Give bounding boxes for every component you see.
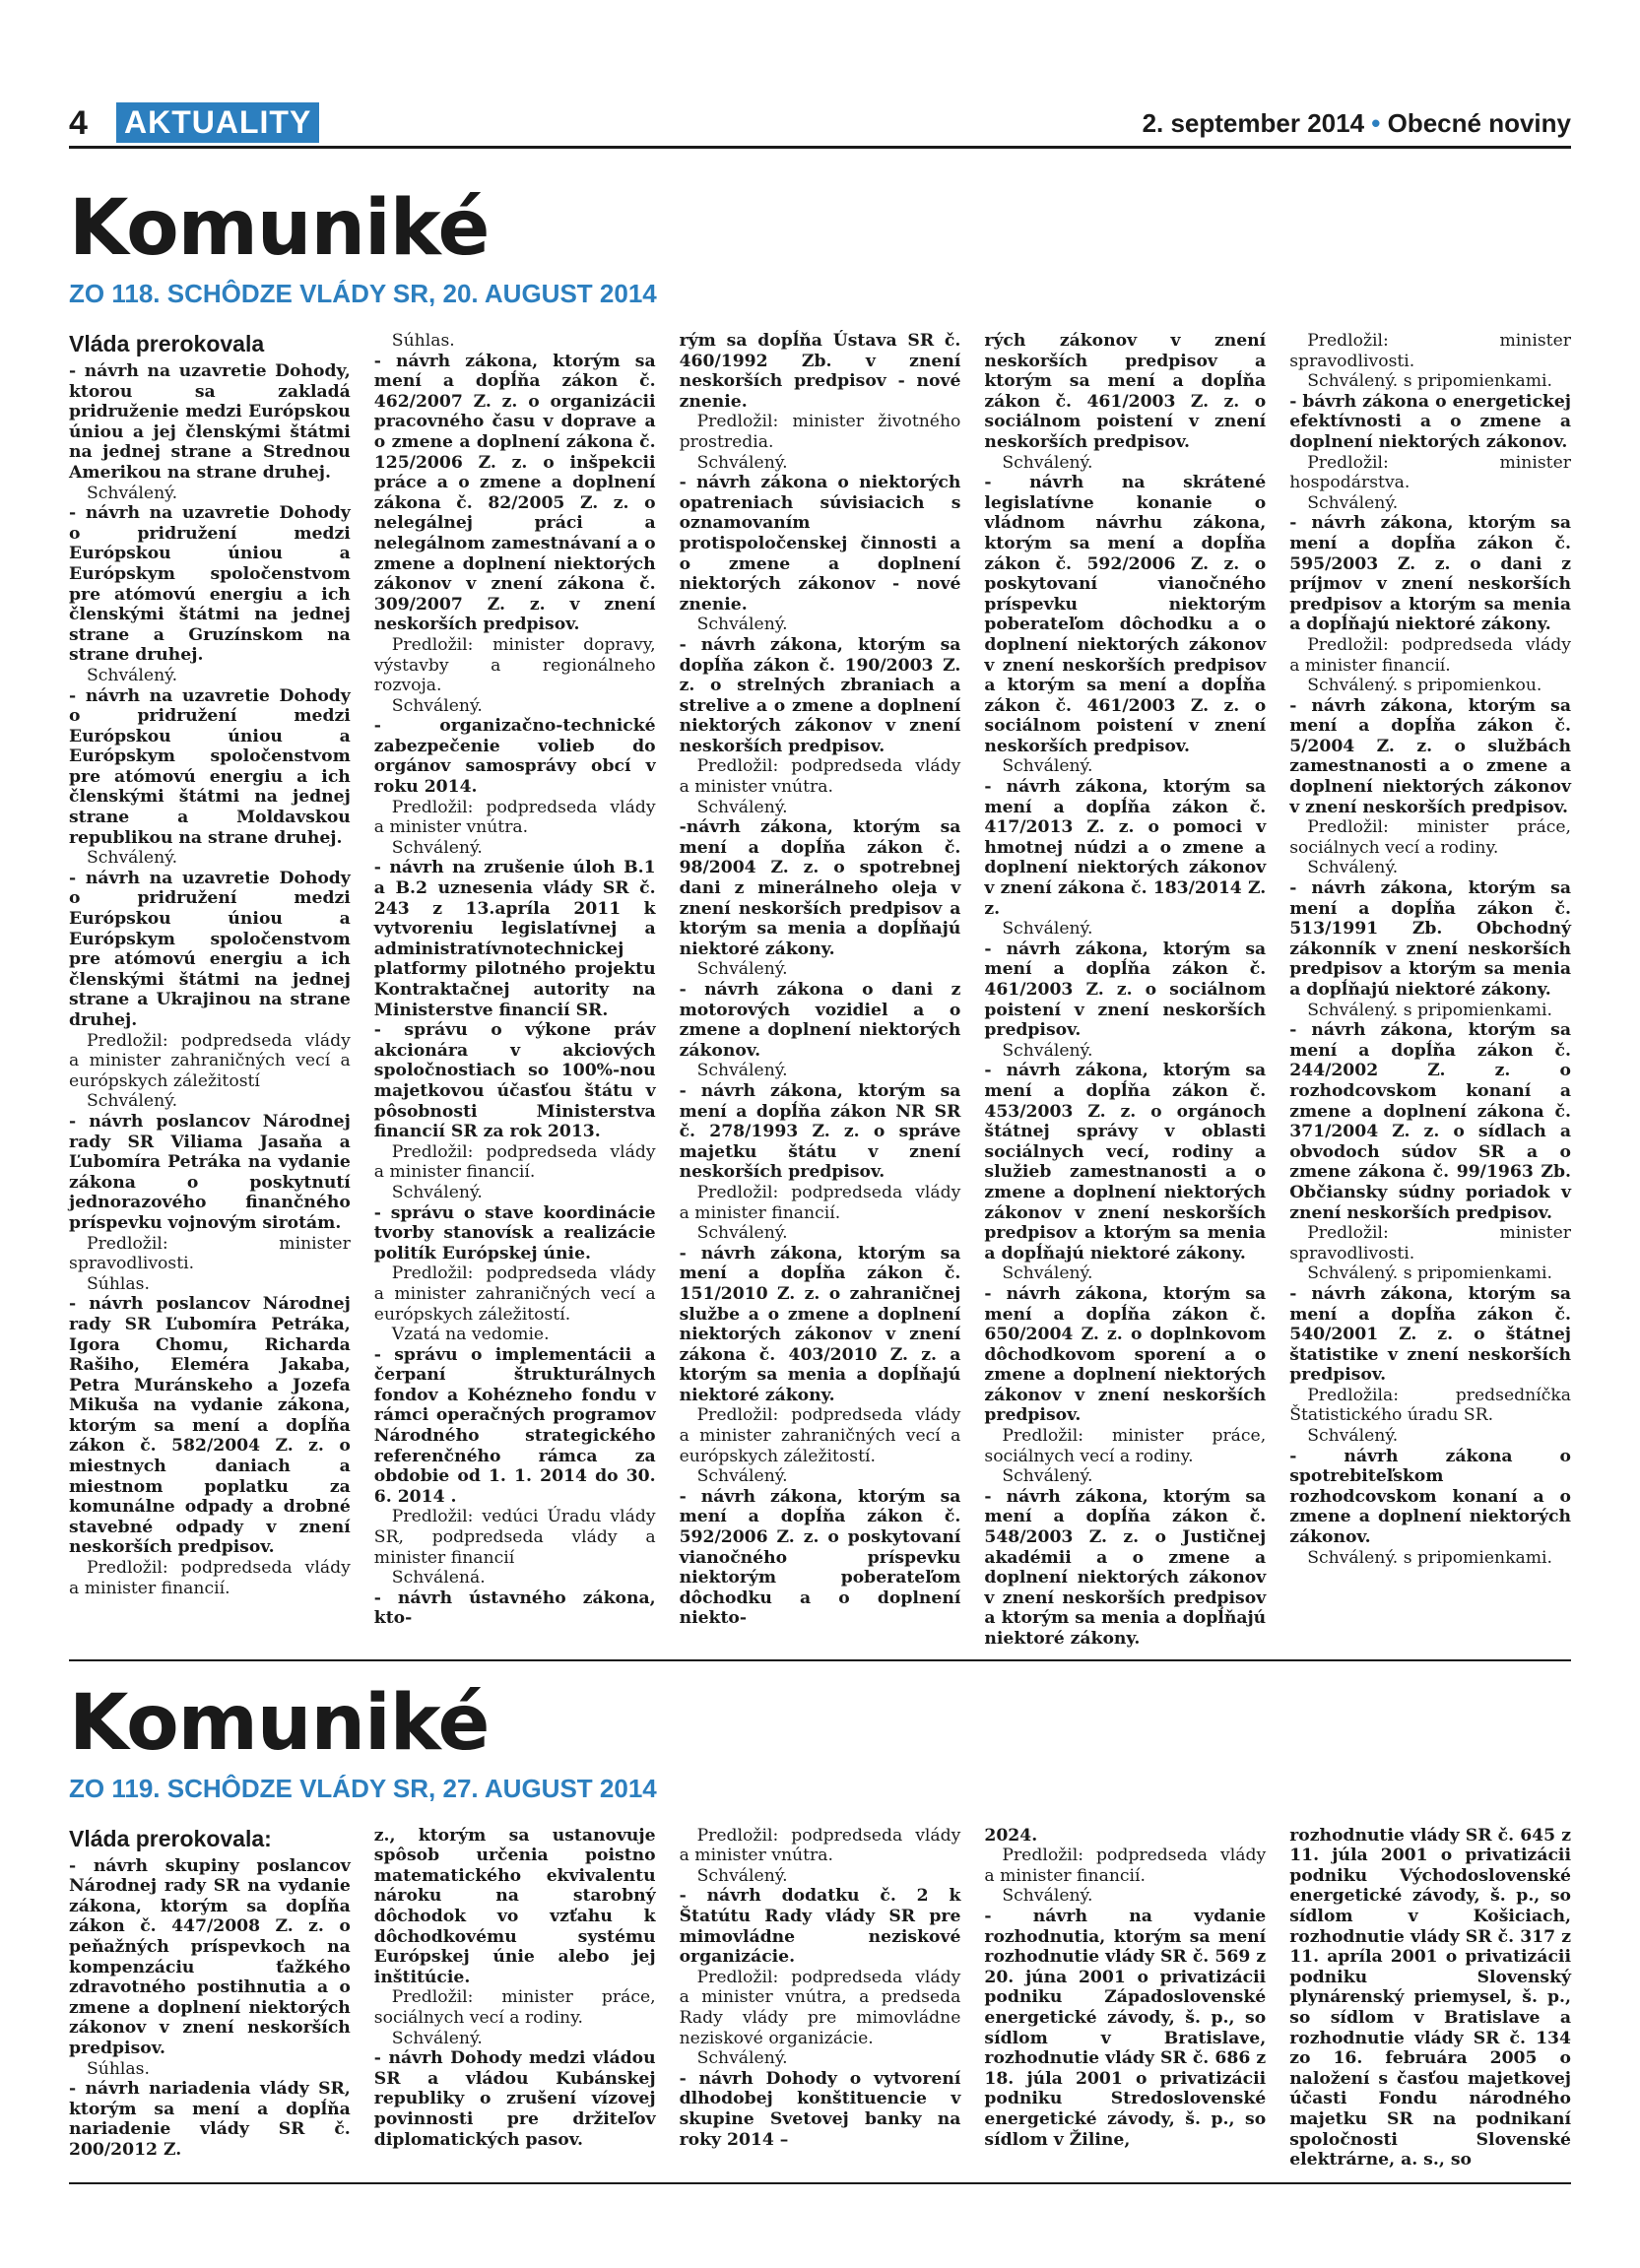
text-column — [680, 331, 961, 1650]
agenda-item: - správu o implementácii a čerpaní štrukturálnych fondov a Kohézneho fondu v rámci operačných programov Národného strategického referenčného rámca za obdobie od 1. 1. 2014 do 30. 6. 2014 . — [373, 1344, 656, 1507]
agenda-item: - návrh zákona, ktorým sa mení a dopĺňa zákon č. 461/2003 Z. z. o sociálnom poistení v znení neskorších predpisov. — [984, 939, 1267, 1041]
issue-date: 2. september 2014 — [1142, 108, 1365, 138]
agenda-note: Schválený. — [1002, 1886, 1093, 1907]
agenda-item: - návrh zákona, ktorým sa mení a dopĺňa zákon č. 650/2004 Z. z. o doplnkovom dôchodkovom sporení a o zmene a doplnení niektorých zákonov v znení neskorších predpisov. — [984, 1283, 1267, 1426]
text-column — [984, 1826, 1266, 2171]
agenda-note: Schválený. — [696, 1865, 788, 1886]
article-columns — [69, 1826, 1571, 2171]
bottom-rule — [69, 2182, 1571, 2184]
agenda-item: - návrh zákona, ktorým sa mení a dopĺňa zákon č. 513/1991 Zb. Obchodný zákonník v znení neskorších predpisov a ktorým sa menia a dopĺňajú niektoré zákony. — [1289, 878, 1571, 1000]
text-column — [1289, 1826, 1571, 2171]
agenda-item: -návrh zákona, ktorým sa mení a dopĺňa zákon č. 98/2004 Z. z. o spotrebnej dani z minerálneho oleja v znení neskorších predpisov a ktorým sa menia a dopĺňajú niektoré zákony. — [679, 817, 961, 959]
article-118 — [69, 184, 1571, 1650]
agenda-note: Schválený. s pripomienkami. — [1307, 371, 1553, 392]
agenda-item: - správu o stave koordinácie tvorby stanovísk a realizácie politík Európskej únie. — [373, 1202, 656, 1264]
agenda-note: Predložil: vedúci Úradu vlády SR, podpredseda vlády a minister financií — [373, 1507, 656, 1568]
agenda-note: Schválený. — [696, 615, 788, 635]
agenda-item: - návrh zákona, ktorým sa dopĺňa zákon č. 190/2003 Z. z. o strelných zbraniach a strelive a o zmene a doplnení niektorých zákonov v znení neskorších predpisov. — [679, 634, 961, 756]
text-column — [69, 1826, 351, 2171]
agenda-note: Schválený. — [1307, 492, 1399, 513]
dateline — [1143, 108, 1571, 139]
agenda-note: Schválený. — [696, 1223, 788, 1244]
agenda-item: - návrh Dohody o vytvorení dlhodobej konštituencie v skupine Svetovej banky na roky 2014 – — [679, 2068, 961, 2150]
agenda-note: Schválený. s pripomienkami. — [1307, 1547, 1553, 1568]
agenda-item: - návrh na zrušenie úloh B.1 a B.2 uznesenia vlády SR č. 243 z 13.apríla 2011 k vytvoreniu legislatívnej a administratívnotechnickej platformy pilotného projektu Kontraktačnej autority na Ministerstve financií SR. — [373, 858, 656, 1020]
agenda-item: - návrh zákona o dani z motorových vozidiel a o zmene a doplnení niektorých zákonov. — [679, 980, 961, 1061]
agenda-item: - návrh zákona, ktorým sa mení a dopĺňa zákon č. 540/2001 Z. z. o štátnej štatistike v znení neskorších predpisov. — [1289, 1283, 1571, 1386]
agenda-note: Predložil: podpredseda vlády a minister financií. — [373, 1141, 656, 1183]
agenda-item: - návrh zákona, ktorým sa mení a dopĺňa zákon č. 462/2007 Z. z. o organizácii pracovného času v doprave a o zmene a doplnení zákona č. 125/2006 Z. z. o inšpekcii práce a o zmene a doplnení zákona č. 82/2005 Z. z. o nelegálnej práci a nelegálnom zamestnávaní a o zmene a doplnení niektorých zákonov v znení zákona č. 309/2007 Z. z. v znení neskorších predpisov. — [373, 351, 656, 635]
agenda-item: - návrh zákona, ktorým sa mení a dopĺňa zákon č. 5/2004 Z. z. o službách zamestnanosti a o zmene a doplnení niektorých zákonov v znení neskorších predpisov. — [1289, 695, 1571, 817]
agenda-note: Predložil: minister životného prostredia. — [679, 412, 961, 452]
agenda-item: - návrh na uzavretie Dohody o pridružení medzi Európskou úniou a Európskym spoločenstvom pre atómovú energiu a ich členskými štátmi na jednej strane a Moldavskou republikou na strane druhej. — [69, 685, 351, 848]
agenda-item: - bávrh zákona o energetickej efektívnosti a o zmene a doplnení niektorých zákonov. — [1289, 391, 1571, 452]
agenda-note: Schválená. — [391, 1568, 486, 1588]
agenda-item: rých zákonov v znení neskorších predpisov a ktorým sa mení a dopĺňa zákon č. 461/2003 Z. z. o sociálnom poistení v znení neskorších predpisov. — [984, 331, 1267, 452]
agenda-note: Predložil: minister práce, sociálnych vecí a rodiny. — [1289, 817, 1571, 858]
agenda-item: - organizačno-technické zabezpečenie volieb do orgánov samosprávy obcí v roku 2014. — [373, 716, 656, 798]
agenda-note: Predložil: minister práce, sociálnych vecí a rodiny. — [984, 1426, 1267, 1466]
agenda-note: Predložil: podpredseda vlády a minister financií. — [1289, 634, 1571, 676]
agenda-item: - návrh zákona, ktorým sa mení a dopĺňa zákon č. 548/2003 Z. z. o Justičnej akadémii a o zmene a doplnení niektorých zákonov v znení neskorších predpisov a ktorým sa menia a dopĺňajú niektoré zákony. — [984, 1486, 1267, 1649]
agenda-note: Predložil: podpredseda vlády a minister vnútra. — [373, 797, 656, 838]
section-divider — [69, 1659, 1571, 1661]
article-119 — [69, 1679, 1571, 2171]
agenda-note: Schválený. — [696, 959, 788, 980]
agenda-item: - návrh zákona, ktorým sa mení a dopĺňa zákon č. 453/2003 Z. z. o orgánoch štátnej správy v oblasti sociálnych vecí, rodiny a služieb zamestnanosti a o zmene a doplnení niektorých zákonov v znení neskorších predpisov a ktorým sa menia a dopĺňajú niektoré zákony. — [984, 1061, 1267, 1264]
agenda-note: Predložila: predsedníčka Štatistického úradu SR. — [1289, 1385, 1571, 1426]
agenda-note: Schválený. — [391, 2028, 483, 2048]
agenda-item: - návrh na uzavretie Dohody, ktorou sa zakladá pridruženie medzi Európskou úniou a jej členskými štátmi na jednej strane a Strednou Amerikou na strane druhej. — [69, 361, 351, 483]
agenda-note: Schválený. — [391, 837, 483, 858]
agenda-note: Súhlas. — [87, 1273, 150, 1294]
agenda-note: Predložil: minister hospodárstva. — [1289, 452, 1571, 493]
agenda-note: Predložil: podpredseda vlády a minister vnútra. — [679, 1825, 961, 1866]
agenda-note: Schválený. — [1307, 1426, 1399, 1447]
agenda-item: - návrh ústavného zákona, kto- — [373, 1588, 656, 1629]
agenda-note: Predložil: podpredseda vlády a minister zahraničných vecí a európskych záležitostí. — [373, 1264, 656, 1325]
text-column — [374, 331, 656, 1650]
agenda-item: - návrh zákona, ktorým sa mení a dopĺňa zákon č. 417/2013 Z. z. o pomoci v hmotnej núdzi a o zmene a doplnení niektorých zákonov v znení zákona č. 183/2014 Z. z. — [984, 777, 1267, 919]
page-header — [69, 98, 1571, 149]
agenda-item: 2024. — [984, 1825, 1038, 1846]
agenda-item: - návrh na uzavretie Dohody o pridružení medzi Európskou úniou a Európskym spoločenstvom pre atómovú energiu a ich členskými štátmi na jednej strane a Gruzínskom na strane druhej. — [69, 503, 351, 666]
agenda-note: Schválený. — [1002, 1466, 1093, 1487]
agenda-note: Schválený. — [1002, 756, 1093, 777]
article-columns — [69, 331, 1571, 1650]
agenda-item: - návrh poslancov Národnej rady SR Viliama Jasaňa a Ľubomíra Petráka na vydanie zákona o poskytnutí jednorazového finančného príspevku vojnovým sirotám. — [69, 1111, 351, 1233]
agenda-note: Predložil: podpredseda vlády a minister vnútra. — [679, 756, 961, 798]
agenda-item: - návrh zákona, ktorým sa mení a dopĺňa zákon NR SR č. 278/1993 Z. z. o správe majetku štátu v znení neskorších predpisov. — [679, 1080, 961, 1183]
lead-heading: Vláda prerokovala — [69, 331, 265, 356]
agenda-note: Schválený. — [391, 1182, 483, 1202]
agenda-note: Schválený. s pripomienkami. — [1307, 1000, 1553, 1020]
agenda-note: Schválený. — [696, 797, 788, 817]
text-column — [69, 331, 351, 1650]
agenda-item: - návrh poslancov Národnej rady SR Ľubomíra Petráka, Igora Chomu, Richarda Rašiho, Eleméra Jakaba, Petra Muránskeho a Jozefa Mikuša na vydanie zákona, ktorým sa mení a dopĺňa zákon č. 582/2004 Z. z. o miestnych daniach a miestnom poplatku za komunálne odpady a drobné stavebné odpady v znení neskorších predpisov. — [69, 1294, 351, 1558]
agenda-item: - návrh na skrátené legislatívne konanie o vládnom návrhu zákona, ktorým sa mení a dopĺňa zákon č. 592/2006 Z. z. o poskytovaní vianočného príspevku niektorým poberateľom dôchodku a o doplnení niektorých zákonov v znení neskorších predpisov a ktorým sa mení a dopĺňa zákon č. 461/2003 Z. z. o sociálnom poistení v znení neskorších predpisov. — [984, 473, 1267, 756]
agenda-note: Schválený. — [87, 483, 178, 503]
text-column — [680, 1826, 961, 2171]
separator-dot: • — [1371, 108, 1381, 138]
agenda-note: Schválený. — [696, 2048, 788, 2069]
agenda-note: Súhlas. — [87, 2058, 150, 2079]
agenda-item: z., ktorým sa ustanovuje spôsob určenia poistno matematického ekvivalentu nároku na starobný dôchodok vo vzťahu k dôchodkovému systému Európskej únie alebo jej inštitúcie. — [373, 1825, 656, 1987]
lead-heading: Vláda prerokovala: — [69, 1825, 272, 1851]
article-subtitle: ZO 119. SCHÔDZE VLÁDY SR, 27. AUGUST 2014 — [69, 1773, 657, 1803]
agenda-note: Predložil: minister dopravy, výstavby a regionálneho rozvoja. — [373, 634, 656, 696]
article-subtitle: ZO 118. SCHÔDZE VLÁDY SR, 20. AUGUST 2014 — [69, 279, 657, 308]
section-tag: AKTUALITY — [116, 102, 319, 143]
agenda-item: - návrh zákona, ktorým sa mení a dopĺňa zákon č. 592/2006 Z. z. o poskytovaní vianočného príspevku niektorým poberateľom dôchodku a o doplnení niekto- — [679, 1486, 961, 1629]
agenda-note: Predložil: minister spravodlivosti. — [1289, 1223, 1571, 1264]
agenda-note: Predložil: podpredseda vlády a minister financií. — [679, 1182, 961, 1223]
agenda-note: Schválený. — [1002, 1040, 1093, 1061]
agenda-note: Predložil: minister spravodlivosti. — [69, 1233, 351, 1274]
agenda-note: Schválený. — [1002, 452, 1093, 473]
agenda-item: - návrh skupiny poslancov Národnej rady SR na vydanie zákona, ktorým sa dopĺňa zákon č. 447/2008 Z. z. o peňažných príspevkoch na kompenzáciu ťažkého zdravotného postihnutia a o zmene a doplnení niektorých zákonov v znení neskorších predpisov. — [69, 1855, 351, 2058]
agenda-note: Schválený. — [696, 1466, 788, 1487]
agenda-item: - návrh nariadenia vlády SR, ktorým sa mení a dopĺňa nariadenie vlády SR č. 200/2012 Z. — [69, 2079, 351, 2160]
agenda-item: - návrh na uzavretie Dohody o pridružení medzi Európskou úniou a Európskym spoločenstvom pre atómovú energiu a ich členskými štátmi na jednej strane a Ukrajinou na strane druhej. — [69, 868, 351, 1030]
agenda-item: - návrh zákona, ktorým sa mení a dopĺňa zákon č. 595/2003 Z. z. o dani z príjmov v znení neskorších predpisov a ktorým sa menia a dopĺňajú niektoré zákony. — [1289, 513, 1571, 635]
agenda-item: - návrh Dohody medzi vládou SR a vládou Kubánskej republiky o zrušení vízovej povinnosti pre držiteľov diplomatických pasov. — [373, 2048, 656, 2150]
agenda-item: - návrh dodatku č. 2 k Štatútu Rady vlády SR pre mimovládne neziskové organizácie. — [679, 1886, 961, 1968]
agenda-note: Schválený. — [87, 665, 178, 685]
agenda-item: - správu o výkone práv akcionára v akciových spoločnostiach so 100%-nou majetkovou účasťou štátu v pôsobnosti Ministerstva financií SR za rok 2013. — [373, 1020, 656, 1142]
agenda-item: rozhodnutie vlády SR č. 645 z 11. júla 2001 o privatizácii podniku Východoslovenské energetické závody, š. p., so sídlom v Košiciach, rozhodnutie vlády SR č. 317 z 11. apríla 2001 o privatizácii podniku Slovenský plynárenský priemysel, š. p., so sídlom v Bratislave a rozhodnutie vlády SR č. 134 zo 16. februára 2005 o naložení s časťou majetkovej účasti Fondu národného majetku SR na podnikaní spoločnosti Slovenské elektrárne, a. s., so — [1289, 1825, 1571, 2171]
agenda-note: Schválený. s pripomienkami. — [1307, 1264, 1553, 1284]
agenda-item: - návrh zákona, ktorým sa mení a dopĺňa zákon č. 244/2002 Z. z. o rozhodcovskom konaní a zmene a doplnení zákona č. 371/2004 Z. z. o sídlach a obvodoch súdov SR a o zmene zákona č. 99/1963 Zb. Občiansky súdny poriadok v znení neskorších predpisov. — [1289, 1020, 1571, 1223]
agenda-note: Schválený. — [696, 1061, 788, 1081]
agenda-item: rým sa dopĺňa Ústava SR č. 460/1992 Zb. v znení neskorších predpisov - nové znenie. — [679, 331, 961, 412]
agenda-item: - návrh zákona, ktorým sa mení a dopĺňa zákon č. 151/2010 Z. z. o zahraničnej službe a o zmene a doplnení niektorých zákonov v znení zákona č. 403/2010 Z. z. a ktorým sa menia a dopĺňajú niektoré zákony. — [679, 1243, 961, 1405]
agenda-note: Predložil: podpredseda vlády a minister financií. — [69, 1558, 351, 1598]
newspaper-page — [69, 98, 1571, 2184]
text-column — [1289, 331, 1571, 1650]
agenda-item: - návrh zákona o spotrebiteľskom rozhodcovskom konaní a o zmene a doplnení niektorých zákonov. — [1289, 1446, 1571, 1548]
agenda-note: Schválený. — [1307, 858, 1399, 878]
agenda-note: Predložil: minister práce, sociálnych vecí a rodiny. — [373, 1987, 656, 2028]
agenda-item: - návrh na vydanie rozhodnutia, ktorým sa mení rozhodnutie vlády SR č. 569 z 20. júna 2001 o privatizácii podniku Západoslovenské energetické závody, š. p., so sídlom v Bratislave, rozhodnutie vlády SR č. 686 z 18. júla 2001 o privatizácii podniku Stredoslovenské energetické závody, š. p., so sídlom v Žiline, — [984, 1906, 1267, 2150]
page-number: 4 — [69, 104, 88, 142]
agenda-note: Predložil: podpredseda vlády a minister zahraničných vecí a európskych záležitostí. — [679, 1405, 961, 1466]
agenda-note: Súhlas. — [391, 331, 455, 351]
agenda-note: Predložil: podpredseda vlády a minister vnútra, a predseda Rady vlády pre mimovládne neziskové organizácie. — [679, 1967, 961, 2048]
agenda-note: Predložil: minister spravodlivosti. — [1289, 331, 1571, 371]
article-title: Komuniké — [69, 184, 490, 273]
agenda-note: Schválený. — [391, 695, 483, 716]
agenda-note: Schválený. — [1002, 1264, 1093, 1284]
article-title: Komuniké — [69, 1678, 490, 1768]
agenda-note: Vzatá na vedomie. — [391, 1325, 550, 1345]
agenda-note: Predložil: podpredseda vlády a minister zahraničných vecí a európskych záležitostí — [69, 1030, 351, 1091]
agenda-item: - návrh zákona o niektorých opatreniach súvisiacich s oznamovaním protispoločenskej činnosti a o zmene a doplnení niektorých zákonov - nové znenie. — [679, 473, 961, 615]
agenda-note: Schválený. — [87, 848, 178, 869]
publication-name: Obecné noviny — [1387, 108, 1571, 138]
agenda-note: Predložil: podpredseda vlády a minister financií. — [984, 1846, 1267, 1886]
agenda-note: Schválený. — [696, 452, 788, 473]
agenda-note: Schválený. — [87, 1091, 178, 1112]
text-column — [374, 1826, 656, 2171]
agenda-note: Schválený. s pripomienkou. — [1307, 676, 1542, 696]
text-column — [984, 331, 1266, 1650]
agenda-note: Schválený. — [1002, 919, 1093, 940]
